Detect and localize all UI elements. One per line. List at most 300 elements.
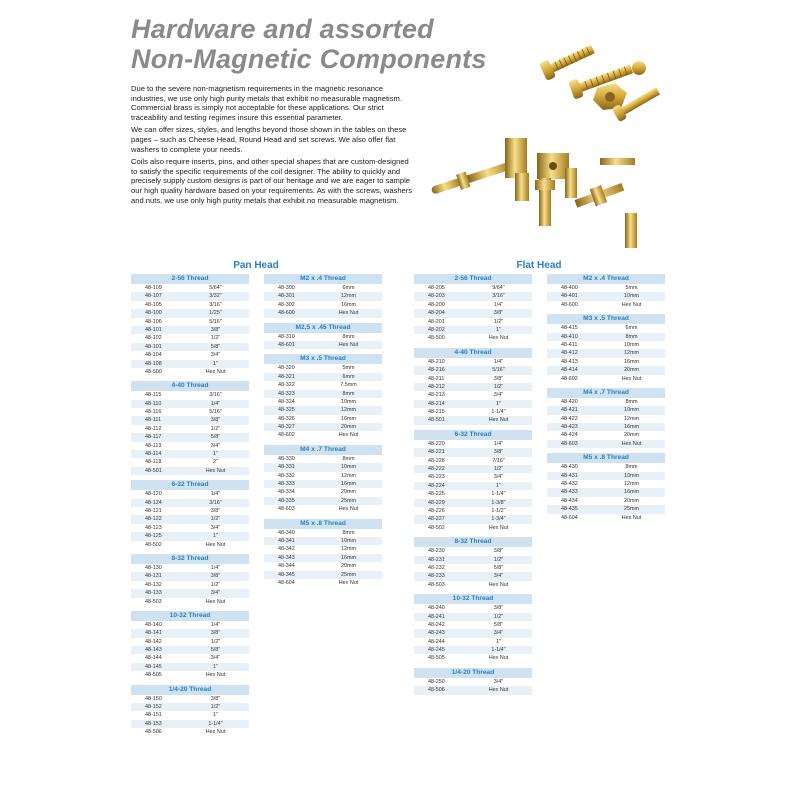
table-row xyxy=(131,720,249,728)
part-number: 48-240 xyxy=(428,605,445,612)
table-row xyxy=(131,524,249,532)
table-row xyxy=(547,497,665,505)
part-number: 48-501 xyxy=(145,467,162,474)
part-number: 48-105 xyxy=(145,301,162,308)
table-row xyxy=(414,416,532,424)
table-row xyxy=(414,301,532,309)
part-number: 48-300 xyxy=(278,285,295,291)
thread-group-header: M2 x .4 Thread xyxy=(547,274,665,284)
table-row xyxy=(547,440,665,448)
part-number: 48-118 xyxy=(145,459,162,466)
part-size: 10mm xyxy=(624,341,639,348)
part-number: 48-133 xyxy=(145,590,162,597)
thread-group-header: 8-32 Thread xyxy=(414,537,532,547)
part-size: Hex Nut xyxy=(205,729,226,736)
table-row xyxy=(131,703,249,711)
part-size: 8mm xyxy=(342,333,355,340)
part-number: 48-432 xyxy=(561,481,578,488)
part-size: 5mm xyxy=(625,285,638,291)
table-row xyxy=(547,292,665,300)
thread-group xyxy=(547,314,665,383)
part-size: 1-3/4" xyxy=(491,516,506,523)
part-size: 25mm xyxy=(341,497,356,504)
thread-group xyxy=(264,354,382,440)
part-number: 48-204 xyxy=(428,310,445,317)
part-size: 3/8" xyxy=(210,630,221,637)
table-row xyxy=(131,458,249,466)
part-size: 3/4" xyxy=(493,630,504,637)
part-number: 48-140 xyxy=(145,621,162,628)
table-row xyxy=(414,613,532,621)
table-row xyxy=(264,301,382,309)
part-size: 1-1/4" xyxy=(491,491,506,498)
part-number: 48-151 xyxy=(145,712,162,719)
table-row xyxy=(264,284,382,292)
part-number: 48-422 xyxy=(561,415,578,422)
title-line-2: Non-Magnetic Components xyxy=(131,44,487,74)
table-row xyxy=(131,671,249,679)
part-number: 48-111 xyxy=(145,417,161,424)
pan-head-table-right xyxy=(264,274,382,592)
table-row xyxy=(131,589,249,597)
table-row xyxy=(547,349,665,357)
table-row xyxy=(264,341,382,349)
table-row xyxy=(131,564,249,572)
part-number: 48-410 xyxy=(561,333,578,340)
table-row xyxy=(414,499,532,507)
part-size: 1/4" xyxy=(493,440,504,447)
table-row xyxy=(131,326,249,334)
part-number: 48-210 xyxy=(428,358,445,365)
table-row xyxy=(547,358,665,366)
part-number: 48-602 xyxy=(278,432,295,439)
part-number: 48-505 xyxy=(145,672,162,679)
part-size: 1" xyxy=(213,533,218,540)
table-row xyxy=(547,463,665,471)
table-row xyxy=(131,368,249,376)
part-size: 5/16" xyxy=(209,409,222,416)
intro-paragraph: Coils also require inserts, pins, and other special shapes that are custom-designed to satisfy the specific requirements of the coil designer. The ability to quickly and precisely supply custom designs is part of our heritage and we are eager to sample our high quality hardware based on your requirements. As with the screws, washers and nuts, we use only high purity metals that exhibit no measurable magnetism. xyxy=(131,157,413,205)
title-line-1: Hardware and assorted xyxy=(131,14,434,44)
part-size: 12mm xyxy=(341,546,356,553)
table-row xyxy=(264,488,382,496)
part-size: Hex Nut xyxy=(621,514,642,521)
table-row xyxy=(264,480,382,488)
thread-group xyxy=(547,453,665,522)
page-title xyxy=(131,14,531,74)
thread-group-header: M4 x .7 Thread xyxy=(264,445,382,455)
thread-group xyxy=(131,611,249,680)
part-number: 48-222 xyxy=(428,466,445,473)
part-size: 16mm xyxy=(624,424,639,431)
part-number: 48-502 xyxy=(145,541,162,548)
part-size: 16mm xyxy=(341,301,356,308)
part-number: 48-331 xyxy=(278,464,295,471)
table-row xyxy=(547,398,665,406)
part-number: 48-602 xyxy=(561,375,578,382)
part-size: 16mm xyxy=(624,489,639,496)
part-number: 48-321 xyxy=(278,373,295,380)
part-size: Hex Nut xyxy=(205,672,226,679)
table-row xyxy=(264,406,382,414)
table-row xyxy=(264,497,382,505)
part-number: 48-327 xyxy=(278,424,295,431)
intro-text xyxy=(131,84,413,208)
part-number: 48-122 xyxy=(145,516,162,523)
part-number: 48-603 xyxy=(561,440,578,447)
part-number: 48-341 xyxy=(278,537,295,544)
part-number: 48-152 xyxy=(145,704,162,711)
part-number: 48-330 xyxy=(278,455,295,462)
table-row xyxy=(547,341,665,349)
part-number: 48-242 xyxy=(428,621,445,628)
thread-group-header: 4-40 Thread xyxy=(131,381,249,391)
part-number: 48-226 xyxy=(428,507,445,514)
part-size: 1/4" xyxy=(210,621,221,628)
part-size: Hex Nut xyxy=(488,655,509,662)
part-size: 12mm xyxy=(624,350,639,357)
part-size: 5/16" xyxy=(209,318,222,325)
part-size: 20mm xyxy=(341,563,356,570)
part-size: 12mm xyxy=(624,415,639,422)
table-row xyxy=(131,695,249,703)
part-size: 3/16" xyxy=(492,293,505,300)
part-size: 1" xyxy=(213,712,218,719)
part-number: 48-225 xyxy=(428,491,445,498)
table-row xyxy=(414,440,532,448)
part-size: 1/2" xyxy=(493,383,504,390)
table-row xyxy=(131,499,249,507)
table-row xyxy=(131,467,249,475)
part-number: 48-505 xyxy=(428,655,445,662)
part-size: 9/64" xyxy=(492,285,505,291)
part-number: 48-230 xyxy=(428,548,445,555)
thread-group xyxy=(264,323,382,350)
part-size: 3/32" xyxy=(209,293,222,300)
part-number: 48-343 xyxy=(278,554,295,561)
part-size: 10mm xyxy=(341,398,356,405)
part-number: 48-243 xyxy=(428,630,445,637)
part-size: 10mm xyxy=(624,407,639,414)
table-row xyxy=(131,318,249,326)
thread-group-header: 10-32 Thread xyxy=(131,611,249,621)
table-row xyxy=(547,324,665,332)
table-row xyxy=(414,292,532,300)
part-number: 48-214 xyxy=(428,400,445,407)
brass-screws-photo xyxy=(535,28,665,128)
part-number: 48-302 xyxy=(278,301,295,308)
table-row xyxy=(414,473,532,481)
part-size: 16mm xyxy=(624,358,639,365)
table-row xyxy=(547,333,665,341)
table-row xyxy=(547,375,665,383)
part-size: 1/4" xyxy=(210,564,221,571)
part-number: 48-201 xyxy=(428,318,445,325)
part-number: 48-420 xyxy=(561,398,578,405)
table-row xyxy=(414,358,532,366)
part-size: 1" xyxy=(496,482,501,489)
part-number: 48-224 xyxy=(428,482,445,489)
part-size: 10mm xyxy=(341,537,356,544)
table-row xyxy=(547,301,665,309)
table-row xyxy=(131,442,249,450)
table-row xyxy=(414,284,532,292)
part-number: 48-101 xyxy=(145,326,162,333)
part-size: 5/8" xyxy=(210,343,221,350)
table-row xyxy=(414,318,532,326)
table-row xyxy=(414,654,532,662)
table-row xyxy=(131,629,249,637)
thread-group xyxy=(414,668,532,695)
part-number: 48-113 xyxy=(145,442,162,449)
part-number: 48-342 xyxy=(278,546,295,553)
part-size: 1/4" xyxy=(210,400,221,407)
part-size: Hex Nut xyxy=(338,579,359,586)
part-number: 48-200 xyxy=(428,301,445,308)
part-number: 48-233 xyxy=(428,573,445,580)
part-size: 3/8" xyxy=(493,375,504,382)
table-row xyxy=(414,309,532,317)
table-row xyxy=(131,507,249,515)
table-row xyxy=(414,448,532,456)
part-number: 48-506 xyxy=(145,729,162,736)
part-number: 48-211 xyxy=(428,375,445,382)
part-size: 1/4" xyxy=(493,358,504,365)
table-row xyxy=(131,408,249,416)
part-size: 1/2" xyxy=(493,556,504,563)
thread-group-header: 2-56 Thread xyxy=(131,274,249,284)
part-number: 48-433 xyxy=(561,489,578,496)
thread-group xyxy=(264,274,382,318)
part-size: 1-1/4" xyxy=(491,409,506,416)
part-number: 48-213 xyxy=(428,392,445,399)
part-size: Hex Nut xyxy=(488,417,509,424)
part-size: 5/16" xyxy=(492,367,505,374)
part-number: 48-229 xyxy=(428,499,445,506)
part-number: 48-203 xyxy=(428,293,445,300)
part-number: 48-506 xyxy=(428,687,445,694)
table-row xyxy=(547,514,665,522)
thread-group xyxy=(264,445,382,514)
part-number: 48-244 xyxy=(428,638,445,645)
part-size: 1/2" xyxy=(210,516,221,523)
table-row xyxy=(547,366,665,374)
part-size: 1/2" xyxy=(210,704,221,711)
part-size: 20mm xyxy=(624,367,639,374)
part-number: 48-143 xyxy=(145,647,162,654)
part-size: 1/2" xyxy=(210,335,221,342)
thread-group xyxy=(131,274,249,376)
part-size: 8mm xyxy=(342,529,355,536)
part-size: 3/8" xyxy=(493,310,504,317)
part-number: 48-150 xyxy=(145,695,162,702)
part-size: 1-1/4" xyxy=(491,647,506,654)
part-number: 48-102 xyxy=(145,335,162,342)
table-row xyxy=(547,406,665,414)
part-size: 5/8" xyxy=(210,434,221,441)
part-size: 1/2" xyxy=(210,638,221,645)
table-row xyxy=(264,579,382,587)
part-number: 48-344 xyxy=(278,563,295,570)
thread-group-header: M3 x .5 Thread xyxy=(264,354,382,364)
table-row xyxy=(264,537,382,545)
thread-group xyxy=(414,348,532,425)
thread-group xyxy=(547,274,665,309)
table-row xyxy=(264,463,382,471)
brass-inserts-photo xyxy=(425,138,640,250)
part-size: Hex Nut xyxy=(205,541,226,548)
part-number: 48-335 xyxy=(278,497,295,504)
part-number: 48-604 xyxy=(561,514,578,521)
part-number: 48-500 xyxy=(428,335,445,342)
table-row xyxy=(264,373,382,381)
part-size: 20mm xyxy=(624,497,639,504)
part-size: Hex Nut xyxy=(205,467,226,474)
part-size: 6mm xyxy=(342,285,355,291)
part-number: 48-435 xyxy=(561,506,578,513)
part-number: 48-502 xyxy=(428,524,445,531)
part-size: 3/8" xyxy=(210,695,221,702)
thread-group-header: M2.5 x .45 Thread xyxy=(264,323,382,333)
table-row xyxy=(547,505,665,513)
thread-group-header: 1/4-20 Thread xyxy=(414,668,532,678)
part-size: 3/4" xyxy=(493,392,504,399)
part-number: 48-501 xyxy=(428,417,445,424)
part-number: 48-600 xyxy=(278,310,295,317)
table-row xyxy=(131,334,249,342)
section-title-pan-head: Pan Head xyxy=(233,260,279,271)
table-row xyxy=(131,450,249,458)
part-size: 3/16" xyxy=(209,499,222,506)
table-row xyxy=(414,629,532,637)
part-number: 48-415 xyxy=(561,325,578,332)
part-number: 48-124 xyxy=(145,499,162,506)
part-size: 8mm xyxy=(625,333,638,340)
part-size: 12mm xyxy=(341,407,356,414)
thread-group-header: 6-32 Thread xyxy=(414,430,532,440)
table-row xyxy=(414,621,532,629)
part-number: 48-216 xyxy=(428,367,445,374)
thread-group-header: 8-32 Thread xyxy=(131,554,249,564)
thread-group-header: M2 x .4 Thread xyxy=(264,274,382,284)
part-size: 20mm xyxy=(341,424,356,431)
part-size: 25mm xyxy=(624,506,639,513)
part-size: 8mm xyxy=(342,390,355,397)
table-row xyxy=(547,415,665,423)
part-size: Hex Nut xyxy=(621,440,642,447)
part-number: 48-220 xyxy=(428,440,445,447)
part-size: 3/8" xyxy=(210,326,221,333)
part-size: 7/16" xyxy=(492,457,505,464)
thread-group xyxy=(131,381,249,475)
part-number: 48-145 xyxy=(145,663,162,670)
part-size: 3/8" xyxy=(210,417,221,424)
table-row xyxy=(264,571,382,579)
table-row xyxy=(547,480,665,488)
table-row xyxy=(131,638,249,646)
part-size: 3/4" xyxy=(210,590,221,597)
part-size: 3/8" xyxy=(493,548,504,555)
table-row xyxy=(131,711,249,719)
part-size: 5/64" xyxy=(209,285,222,291)
part-number: 48-604 xyxy=(278,579,295,586)
table-row xyxy=(131,654,249,662)
part-number: 48-413 xyxy=(561,358,578,365)
part-number: 48-600 xyxy=(561,301,578,308)
part-size: 5/8" xyxy=(210,647,221,654)
part-number: 48-421 xyxy=(561,407,578,414)
table-row xyxy=(131,663,249,671)
part-size: 1-1/4" xyxy=(208,720,223,727)
part-number: 48-250 xyxy=(428,678,445,685)
part-size: 1-1/2" xyxy=(491,507,506,514)
part-number: 48-324 xyxy=(278,398,295,405)
part-size: 3/8" xyxy=(493,449,504,456)
part-number: 48-130 xyxy=(145,564,162,571)
thread-group xyxy=(547,388,665,448)
part-number: 48-232 xyxy=(428,564,445,571)
table-row xyxy=(414,581,532,589)
intro-paragraph: We can offer sizes, styles, and lengths beyond those shown in the tables on these pages – such as Cheese Head, Round Head and set screws. We also offer flat washers to complete your needs. xyxy=(131,125,407,154)
part-size: 1/2" xyxy=(493,318,504,325)
table-row xyxy=(264,554,382,562)
part-size: 5mm xyxy=(342,365,355,372)
part-number: 48-212 xyxy=(428,383,445,390)
part-number: 48-227 xyxy=(428,516,445,523)
table-row xyxy=(414,572,532,580)
table-row xyxy=(264,545,382,553)
part-size: 1/25" xyxy=(209,310,222,317)
part-size: 1-3/8" xyxy=(491,499,506,506)
table-row xyxy=(414,646,532,654)
part-number: 48-241 xyxy=(428,613,445,620)
part-number: 48-221 xyxy=(428,449,445,456)
part-size: 3/4" xyxy=(210,655,221,662)
thread-group xyxy=(414,430,532,532)
table-row xyxy=(264,472,382,480)
part-size: 3/4" xyxy=(210,524,221,531)
table-row xyxy=(264,309,382,317)
table-row xyxy=(414,686,532,694)
part-size: Hex Nut xyxy=(621,301,642,308)
flat-head-table-left xyxy=(414,274,532,700)
table-row xyxy=(414,490,532,498)
part-number: 48-108 xyxy=(145,360,162,367)
table-row xyxy=(264,398,382,406)
part-number: 48-325 xyxy=(278,407,295,414)
part-number: 48-109 xyxy=(145,285,162,291)
part-size: Hex Nut xyxy=(621,375,642,382)
table-row xyxy=(131,572,249,580)
part-size: 12mm xyxy=(341,472,356,479)
thread-group xyxy=(414,537,532,589)
table-row xyxy=(414,391,532,399)
part-number: 48-412 xyxy=(561,350,578,357)
table-row xyxy=(414,326,532,334)
part-number: 48-326 xyxy=(278,415,295,422)
thread-group-header: M5 x .8 Thread xyxy=(264,519,382,529)
part-number: 48-400 xyxy=(561,285,578,291)
table-row xyxy=(414,638,532,646)
part-number: 48-153 xyxy=(145,720,162,727)
part-number: 48-125 xyxy=(145,533,162,540)
table-row xyxy=(131,532,249,540)
table-row xyxy=(547,488,665,496)
table-row xyxy=(264,333,382,341)
table-row xyxy=(547,472,665,480)
part-number: 48-120 xyxy=(145,491,162,498)
part-number: 48-601 xyxy=(278,341,295,348)
